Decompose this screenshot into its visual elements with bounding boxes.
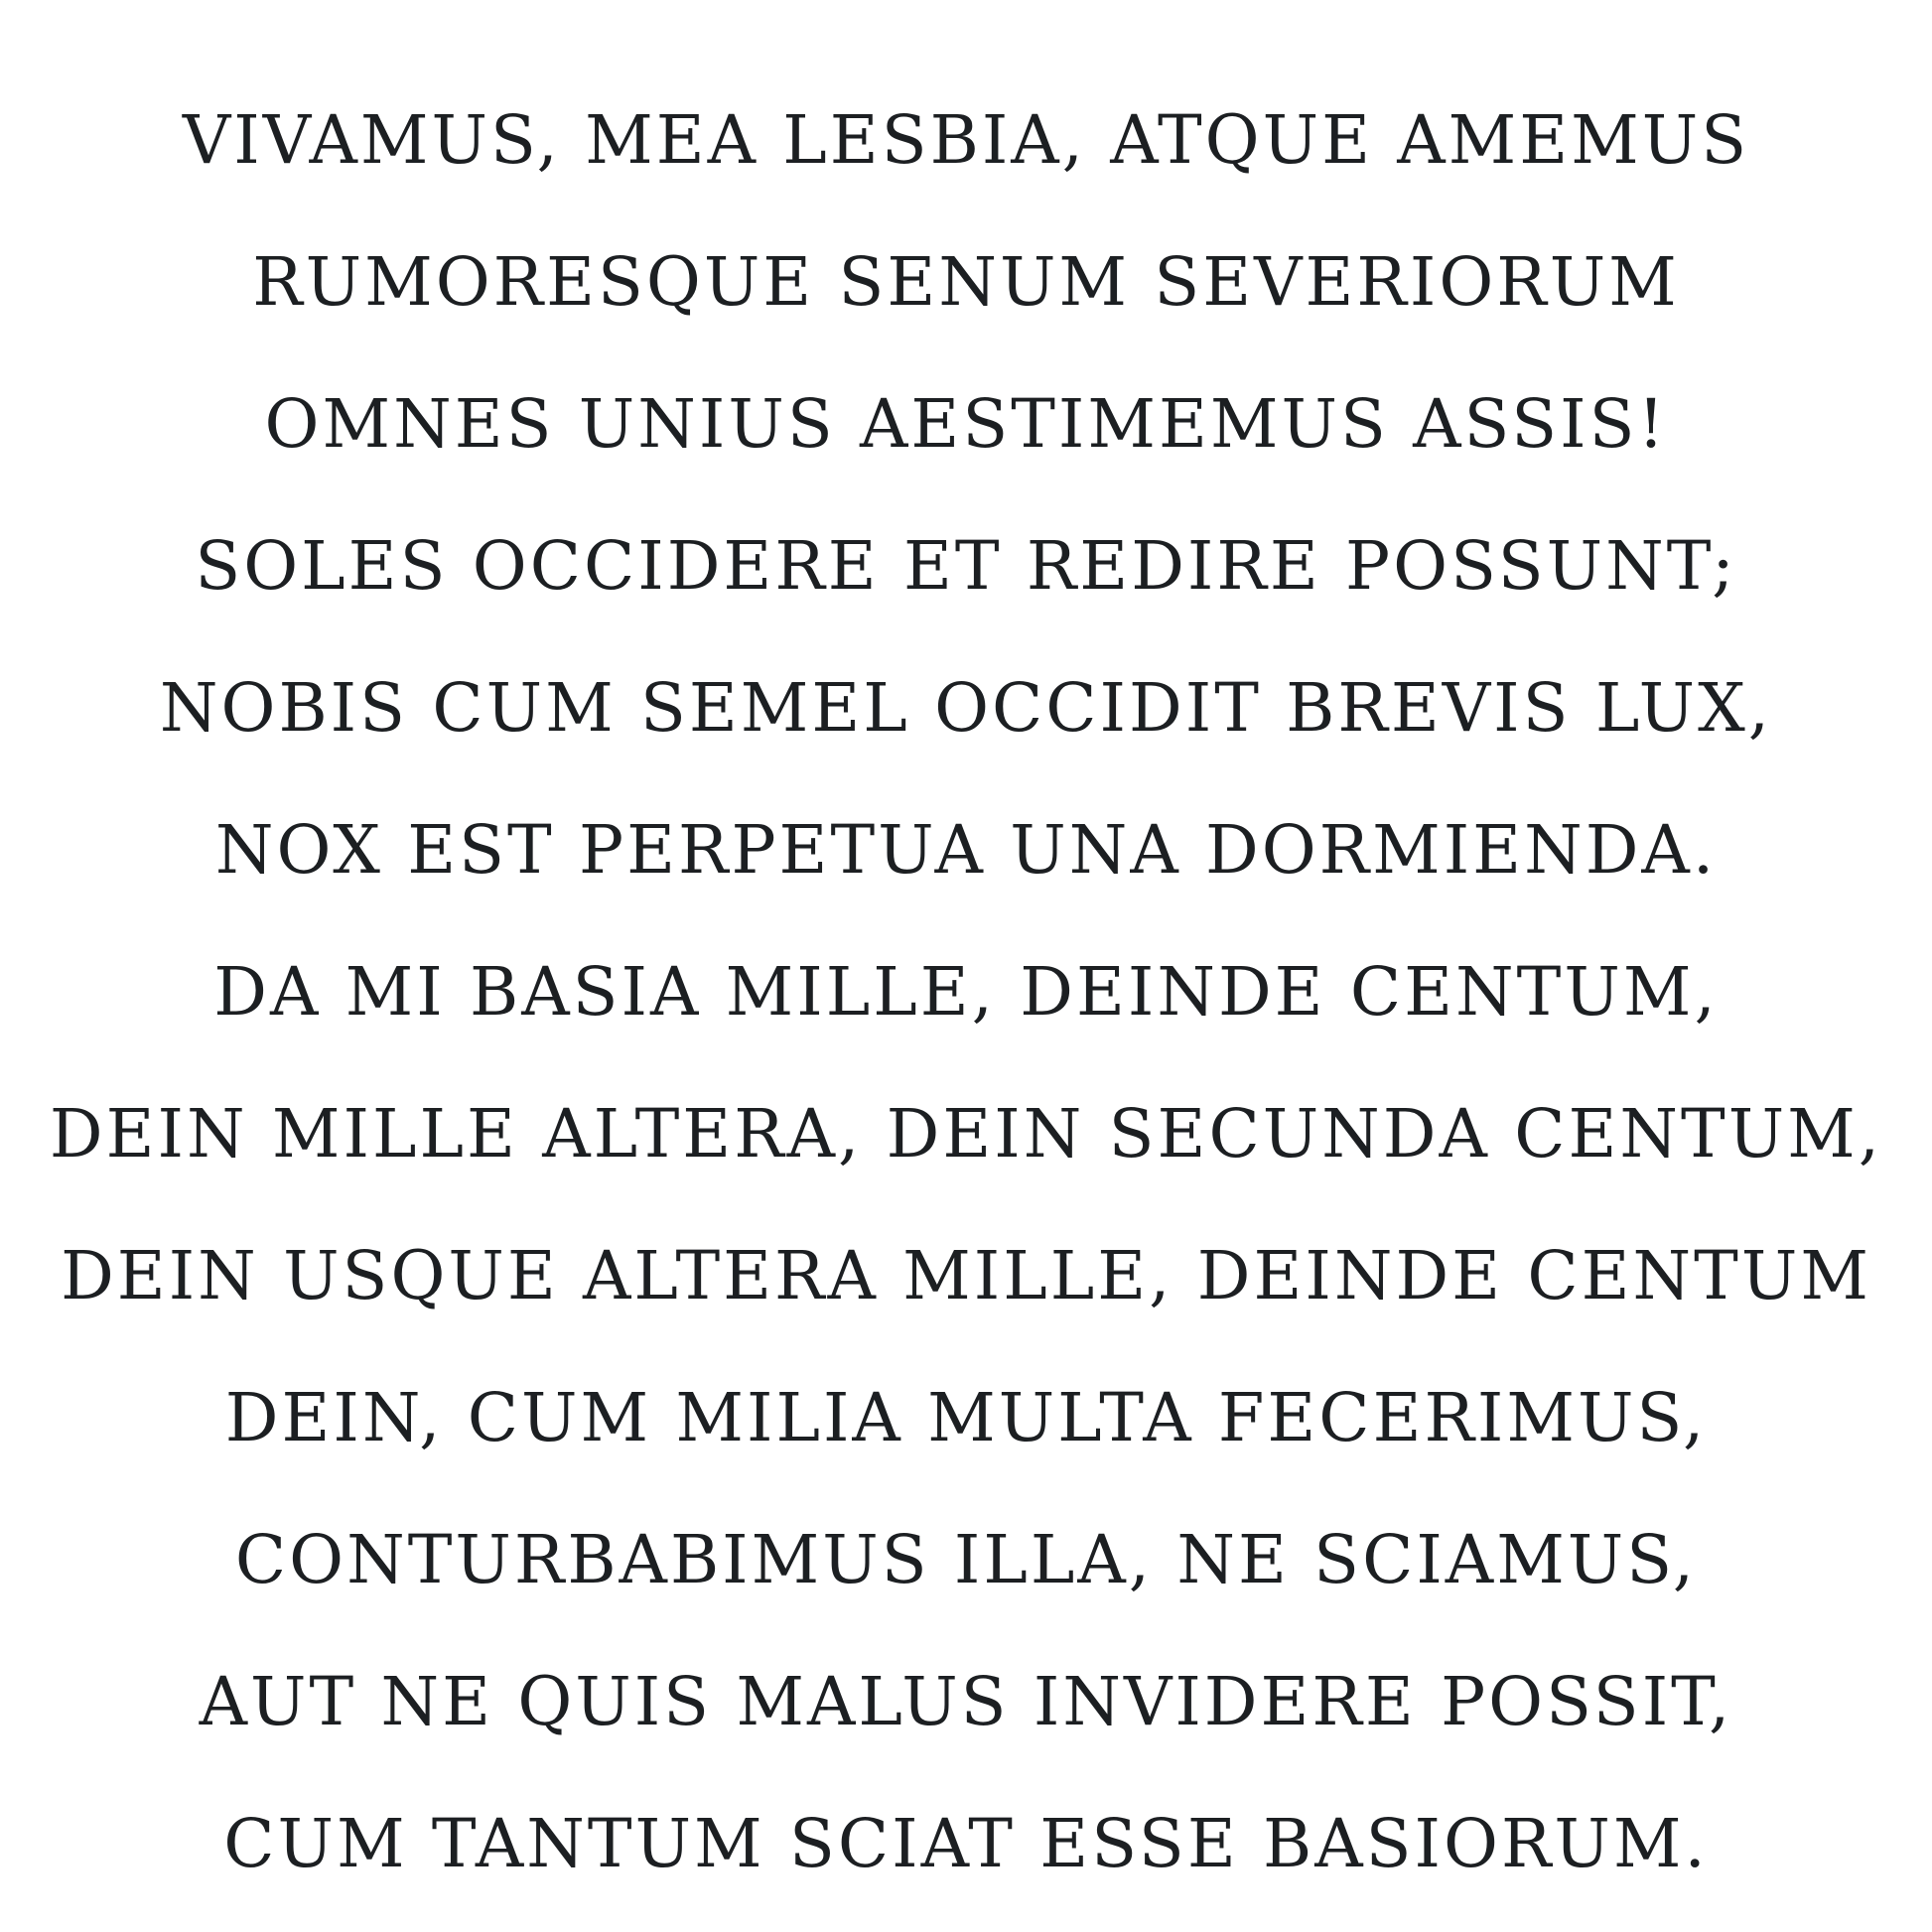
verse-line-6: NOX EST PERPETUA UNA DORMIENDA. bbox=[214, 811, 1718, 889]
verse-line-1: VIVAMUS, MEA LESBIA, ATQUE AMEMUS bbox=[182, 101, 1750, 179]
verse-line-9: DEIN USQUE ALTERA MILLE, DEINDE CENTUM bbox=[61, 1237, 1871, 1314]
verse-line-5: NOBIS CUM SEMEL OCCIDIT BREVIS LUX, bbox=[159, 669, 1773, 747]
verse-line-12: AUT NE QUIS MALUS INVIDERE POSSIT, bbox=[199, 1663, 1733, 1740]
verse-line-11: CONTURBABIMUS ILLA, NE SCIAMUS, bbox=[234, 1521, 1698, 1598]
verse-line-3: OMNES UNIUS AESTIMEMUS ASSIS! bbox=[264, 385, 1668, 463]
verse-line-13: CUM TANTUM SCIAT ESSE BASIORUM. bbox=[223, 1805, 1709, 1882]
verse-line-4: SOLES OCCIDERE ET REDIRE POSSUNT; bbox=[195, 527, 1737, 605]
verse-line-2: RUMORESQUE SENUM SEVERIORUM bbox=[252, 243, 1680, 321]
verse-line-10: DEIN, CUM MILIA MULTA FECERIMUS, bbox=[224, 1379, 1708, 1456]
verse-line-8: DEIN MILLE ALTERA, DEIN SECUNDA CENTUM, bbox=[49, 1095, 1883, 1173]
verse-line-7: DA MI BASIA MILLE, DEINDE CENTUM, bbox=[213, 953, 1719, 1031]
poem bbox=[0, 69, 1932, 1915]
